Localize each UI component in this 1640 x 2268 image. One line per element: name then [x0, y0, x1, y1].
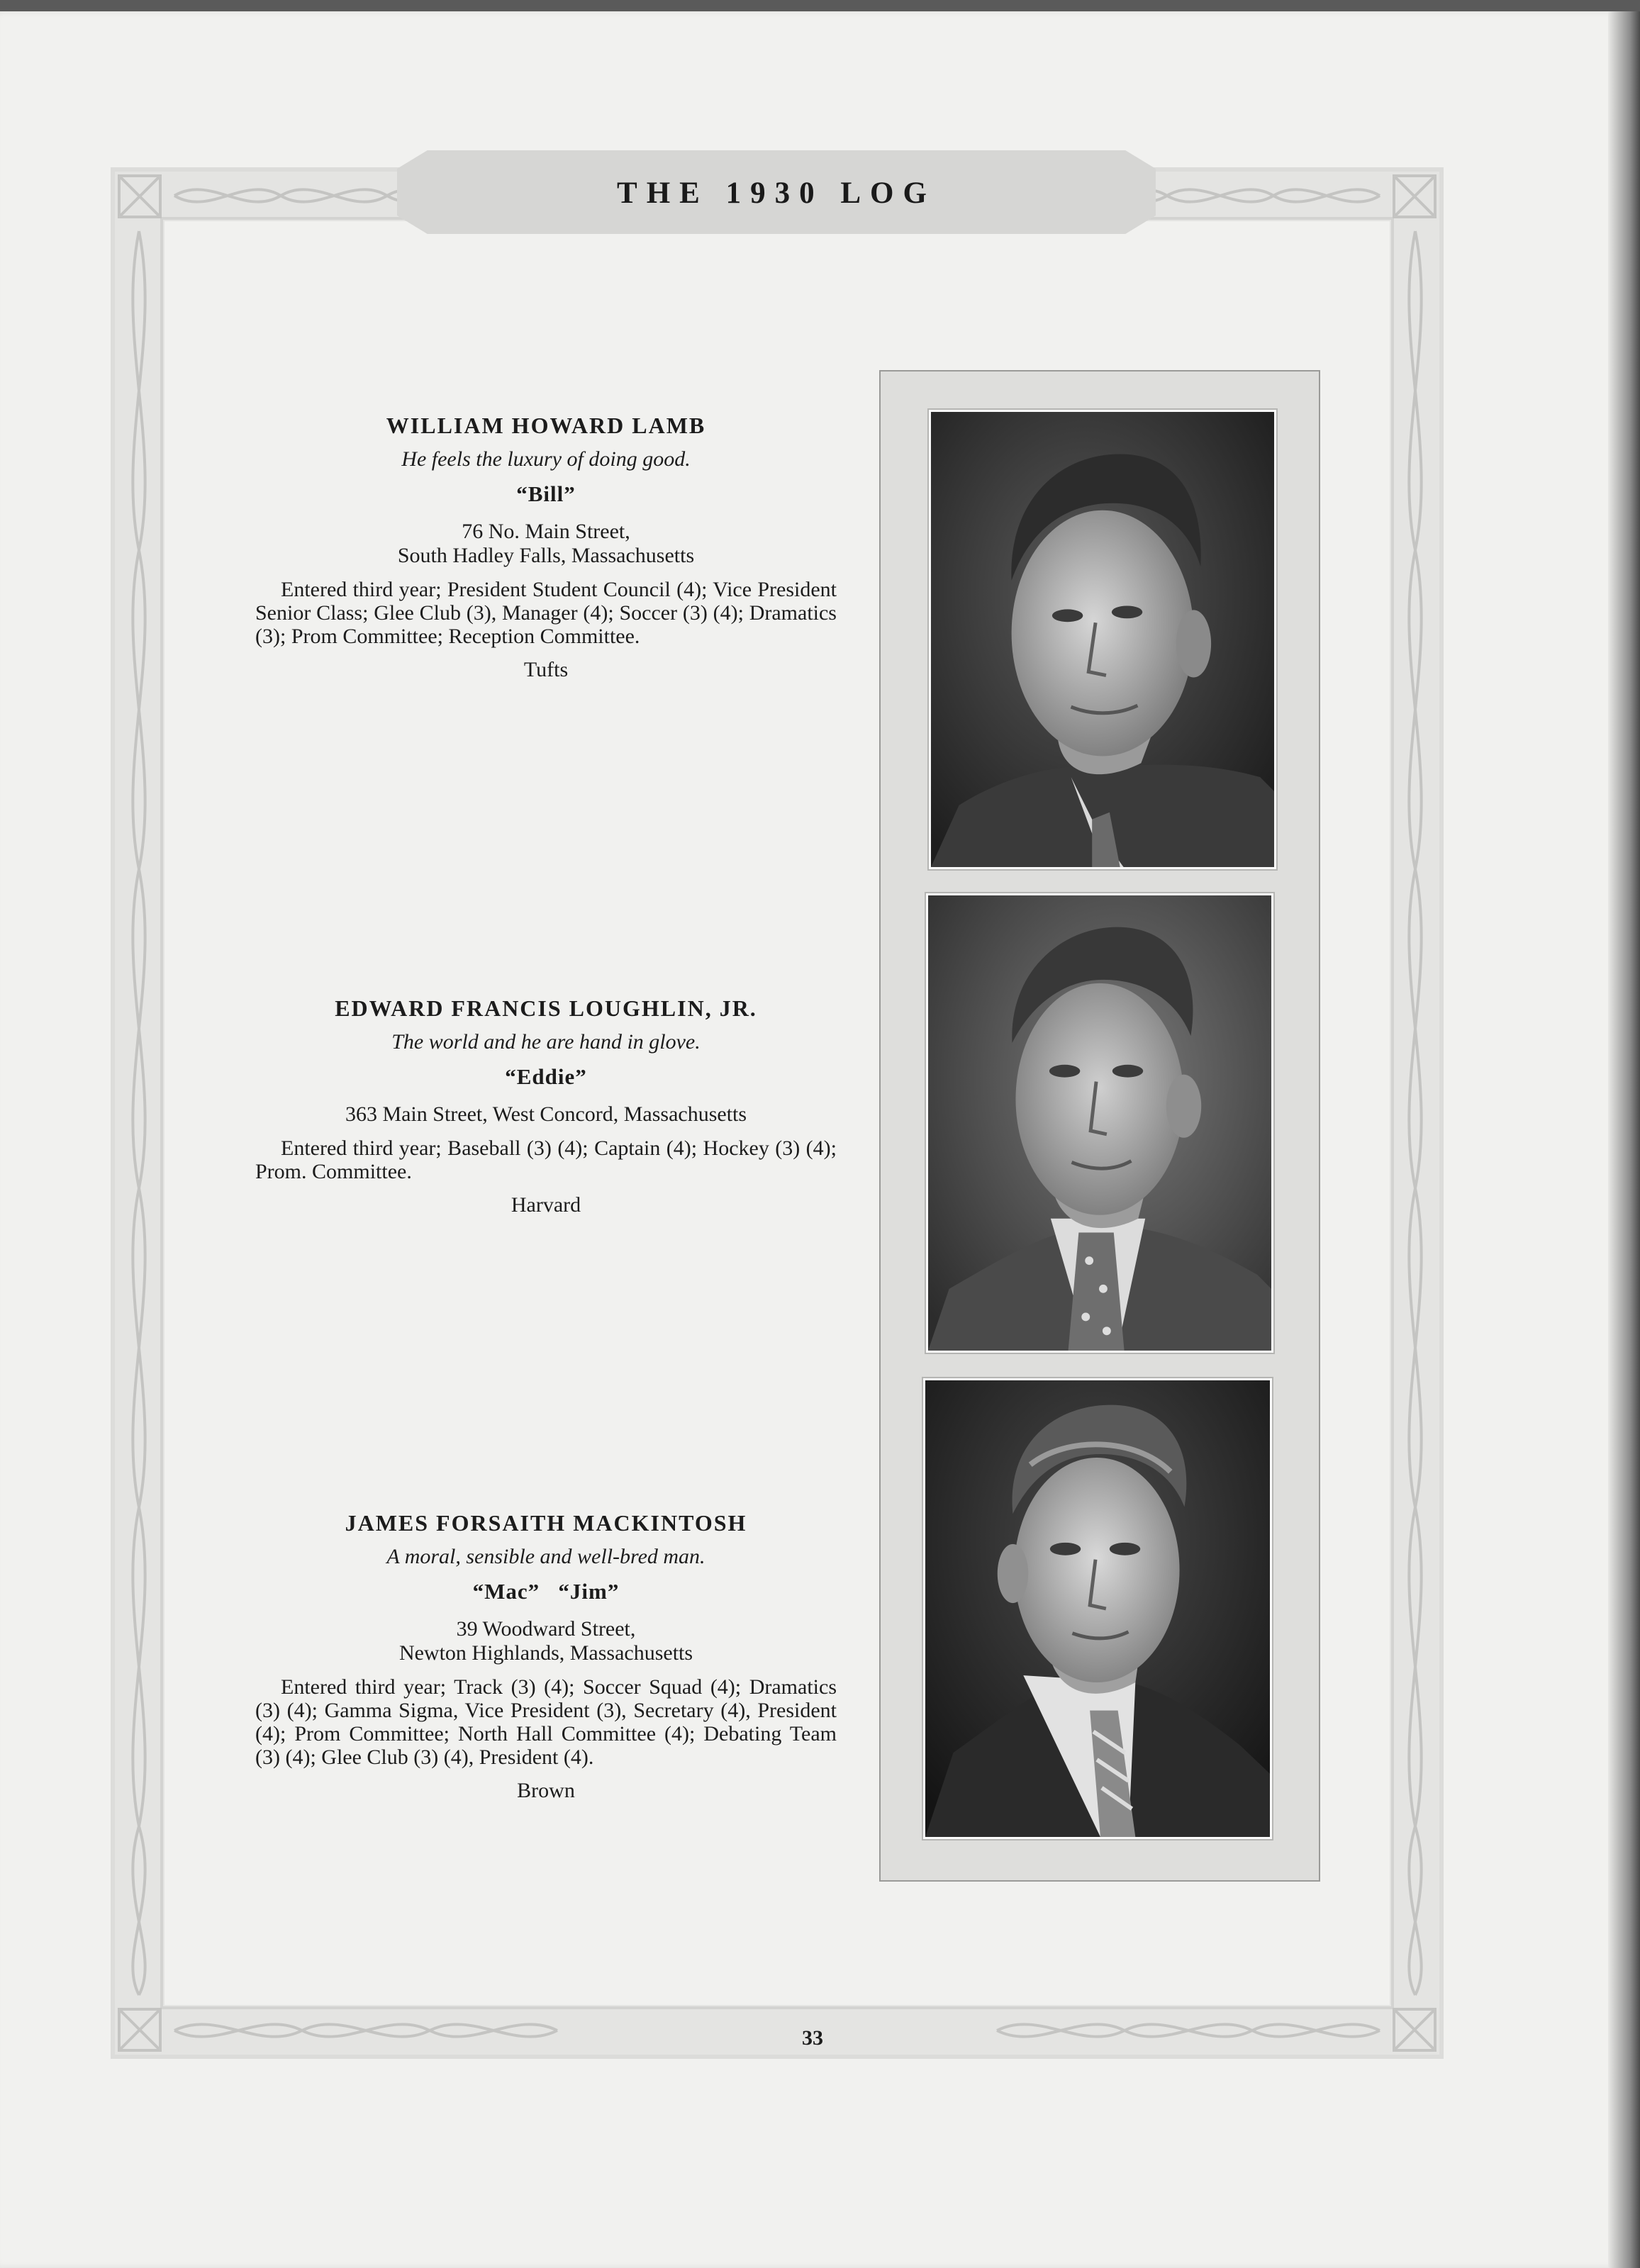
portrait-photo-loughlin	[926, 893, 1273, 1353]
entry-activities: Entered third year; Baseball (3) (4); Captain (4); Hockey (3) (4); Prom. Committee.	[255, 1136, 837, 1183]
entry-motto: He feels the luxury of doing good.	[401, 447, 691, 471]
address-line: 39 Woodward Street,	[456, 1617, 636, 1641]
address-line: 363 Main Street, West Concord, Massachusetts	[345, 1102, 747, 1126]
entry-nickname: “Bill”	[516, 481, 576, 506]
entry-college: Brown	[517, 1779, 575, 1802]
page-edge-shadow	[1608, 11, 1640, 2268]
address-line: Newton Highlands, Massachusetts	[398, 1641, 693, 1665]
entry-activities: Entered third year; President Student Council (4); Vice President Senior Class; Glee Club (3), Manager (4); Soccer (3) (4); Dramatics (3); Prom Committee; Reception Committee.	[255, 578, 837, 648]
entry-nickname: “Mac” “Jim”	[472, 1579, 620, 1604]
portrait-photo-mackintosh	[923, 1378, 1272, 1839]
portrait-icon	[928, 895, 1271, 1351]
entry-college: Tufts	[523, 658, 569, 681]
entry-activities: Entered third year; Track (3) (4); Soccer Squad (4); Dramatics (3) (4); Gamma Sigma, Vice President (3), Secretary (4), President (4); Prom Committee; North Hall Committee (4); Debating Team (3) (4); Glee Club (3) (4), President (4).	[255, 1675, 837, 1769]
entry-mackintosh	[255, 1510, 837, 1803]
entry-motto: The world and he are hand in glove.	[391, 1030, 701, 1054]
entry-college: Harvard	[511, 1193, 581, 1217]
page-title: THE 1930 LOG	[617, 177, 936, 210]
entry-name: EDWARD FRANCIS LOUGHLIN, JR.	[335, 995, 757, 1021]
address-line: South Hadley Falls, Massachusetts	[397, 544, 695, 567]
entry-loughlin	[255, 995, 837, 1217]
page-number: 33	[802, 2026, 823, 2050]
entry-lamb	[255, 413, 837, 682]
entry-nickname: “Eddie”	[505, 1064, 587, 1089]
entry-address	[255, 1617, 837, 1665]
entry-address	[255, 1102, 837, 1127]
entry-address	[255, 520, 837, 568]
portrait-icon	[925, 1380, 1270, 1837]
entry-name: WILLIAM HOWARD LAMB	[386, 413, 706, 438]
address-line: 76 No. Main Street,	[462, 520, 630, 543]
portrait-icon	[931, 412, 1274, 867]
entry-motto: A moral, sensible and well-bred man.	[386, 1545, 705, 1568]
portrait-photo-lamb	[929, 410, 1276, 869]
entry-name: JAMES FORSAITH MACKINTOSH	[345, 1510, 747, 1536]
